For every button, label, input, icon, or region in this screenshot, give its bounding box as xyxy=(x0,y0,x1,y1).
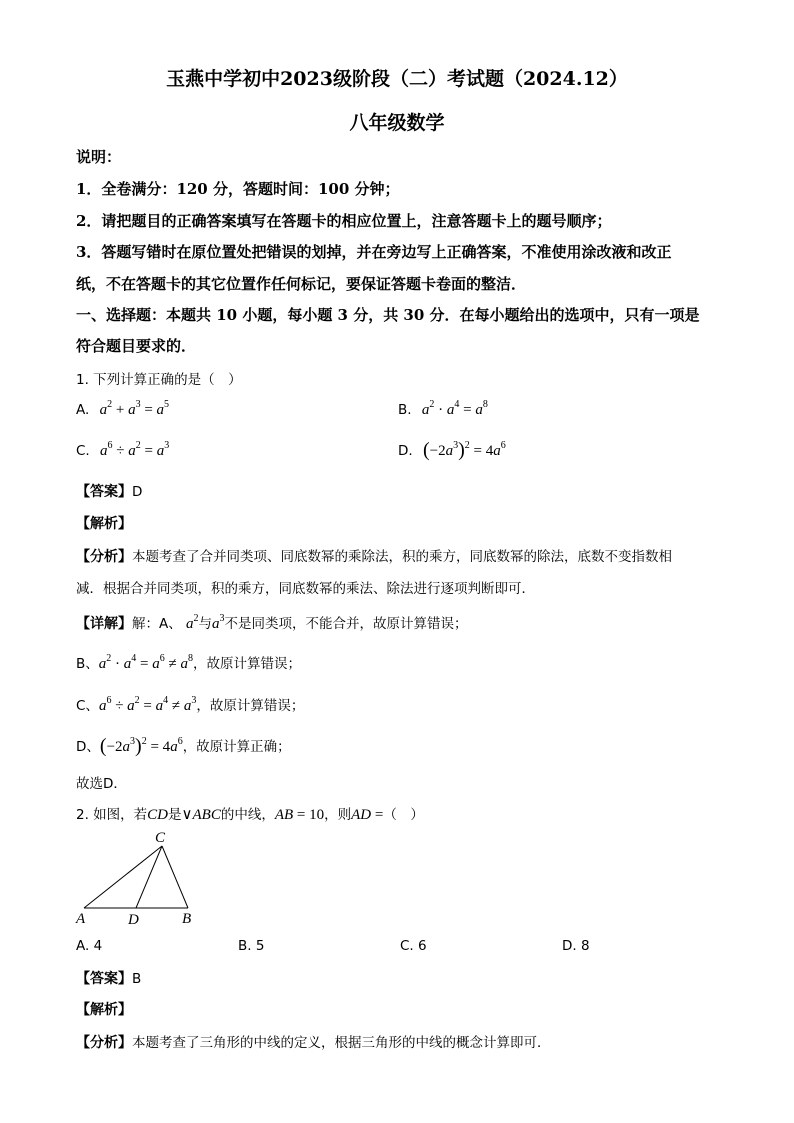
q1-option-b-formula: $a^2 \cdot a^4 = a^8$ xyxy=(421,399,488,418)
q2-triangle-figure xyxy=(74,828,204,928)
vertex-label-b: B xyxy=(182,911,192,927)
q1-detail-tag: 【详解】 xyxy=(76,616,132,632)
q1-answer-tag: 【答案】 xyxy=(76,484,132,500)
q1-detail-b-formula: $a^2 \cdot a^4 = a^6 \ne a^8$ xyxy=(98,653,193,672)
q2-answer-value: B xyxy=(132,971,142,987)
q2-stem-mid-1: 是 xyxy=(168,807,182,823)
q2-stem xyxy=(76,803,424,824)
vertex-label-c: C xyxy=(155,830,166,846)
q1-detail-d-suffix: ，故原计算正确； xyxy=(182,739,291,755)
q2-stem-cd: CD xyxy=(147,807,169,823)
exam-title: 玉燕中学初中2023级阶段（二）考试题（2024.12） xyxy=(166,68,628,90)
q2-stem-suffix: （ ） xyxy=(383,807,424,823)
q1-option-a-label: A. xyxy=(76,402,90,418)
q1-answer xyxy=(76,481,142,501)
exam-subtitle: 八年级数学 xyxy=(349,112,445,134)
section-1-intro-line-2: 符合题目要求的． xyxy=(76,337,197,355)
vertex-label-a: A xyxy=(76,911,86,927)
q1-fenxi-text-1: 本题考查了合并同类项、同底数幂的乘除法，积的乘方，同底数幂的除法，底数不变指数相 xyxy=(132,549,672,565)
q1-detail-b-suffix: ，故原计算错误； xyxy=(192,656,301,672)
q1-detail-c xyxy=(76,694,304,715)
q1-fenxi-line-1 xyxy=(76,545,672,566)
q1-analysis-tag: 【解析】 xyxy=(76,516,132,532)
q1-detail-a xyxy=(76,612,468,633)
instruction-item-2: 2．请把题目的正确答案填写在答题卡的相应位置上，注意答题卡上的题号顺序； xyxy=(76,212,612,230)
q2-stem-ab: AB = 10 xyxy=(274,807,325,823)
q2-option-b: B. 5 xyxy=(238,938,265,954)
instruction-item-3-line-1: 3．答题写错时在原位置处把错误的划掉，并在旁边写上正确答案，不准使用涂改液和改正 xyxy=(76,243,672,261)
side-ac xyxy=(84,846,162,908)
q1-option-c xyxy=(76,440,170,460)
point-label-d: D xyxy=(128,912,139,928)
q1-option-b-label: B. xyxy=(398,402,412,418)
q1-conclusion: 故选D． xyxy=(76,776,127,792)
q1-detail-a-term-2: $a^3$ xyxy=(212,613,225,632)
q2-fenxi-line-1 xyxy=(76,1031,551,1052)
q1-option-c-label: C. xyxy=(76,443,90,459)
q1-answer-value: D xyxy=(132,484,143,500)
q2-answer xyxy=(76,968,141,988)
q1-detail-a-prefix: 解：A、 xyxy=(132,616,182,632)
q1-fenxi-line-2: 减．根据合并同类项，积的乘方，同底数幂的乘法、除法进行逐项判断即可． xyxy=(76,581,535,597)
side-cb xyxy=(162,846,188,908)
q2-stem-mid-3: ，则 xyxy=(324,807,352,823)
q1-detail-b-prefix: B、 xyxy=(76,656,99,672)
q1-detail-c-formula: $a^6 \div a^2 = a^4 \ne a^3$ xyxy=(98,695,197,714)
q2-stem-prefix: 2. 如图，若 xyxy=(76,807,148,823)
instruction-item-1: 1．全卷满分：120 分，答题时间：100 分钟； xyxy=(76,180,400,198)
q2-fenxi-tag: 【分析】 xyxy=(76,1035,132,1051)
q1-detail-c-prefix: C、 xyxy=(76,698,99,714)
q1-detail-d-formula: $(-2a^3)^2 = 4a^6$ xyxy=(99,735,183,757)
q2-stem-ad: AD = xyxy=(351,807,384,823)
q2-fenxi-text-1: 本题考查了三角形的中线的定义，根据三角形的中线的概念计算即可． xyxy=(132,1035,551,1051)
q1-option-a xyxy=(76,399,170,419)
median-cd xyxy=(136,846,162,908)
q2-stem-triangle: ∨ABC xyxy=(181,807,221,823)
q1-detail-d-prefix: D、 xyxy=(76,739,100,755)
q2-stem-mid-2: 的中线， xyxy=(220,807,275,823)
q1-option-c-formula: $a^6 \div a^2 = a^3$ xyxy=(100,440,170,459)
q2-analysis-tag: 【解析】 xyxy=(76,1002,132,1018)
q1-detail-d xyxy=(76,735,291,756)
q1-option-d-label: D. xyxy=(398,443,413,459)
q1-option-d-formula: $(-2a^3)^2 = 4a^6$ xyxy=(422,439,506,461)
q1-detail-b xyxy=(76,652,301,673)
q2-option-d: D. 8 xyxy=(562,938,590,954)
q1-option-b xyxy=(398,399,488,419)
q1-option-d xyxy=(398,439,506,461)
q1-detail-a-mid: 与 xyxy=(198,616,213,632)
q1-detail-a-term-1: $a^2$ xyxy=(186,613,199,632)
q2-answer-tag: 【答案】 xyxy=(76,971,132,987)
section-1-intro-line-1: 一、选择题：本题共 10 小题，每小题 3 分，共 30 分．在每小题给出的选项中，只有一项是 xyxy=(76,306,700,324)
q2-option-a: A. 4 xyxy=(76,938,103,954)
q1-stem: 1. 下列计算正确的是（ ） xyxy=(76,372,242,388)
q1-fenxi-tag: 【分析】 xyxy=(76,549,132,565)
q1-detail-a-suffix: 不是同类项，不能合并，故原计算错误； xyxy=(224,616,468,632)
q2-option-c: C. 6 xyxy=(400,938,427,954)
instruction-item-3-line-2: 纸，不在答题卡的其它位置作任何标记，要保证答题卡卷面的整洁． xyxy=(76,275,527,293)
q1-detail-c-suffix: ，故原计算错误； xyxy=(196,698,305,714)
q1-option-a-formula: $a^2 + a^3 = a^5$ xyxy=(99,399,170,418)
instructions-heading: 说明： xyxy=(76,148,122,166)
